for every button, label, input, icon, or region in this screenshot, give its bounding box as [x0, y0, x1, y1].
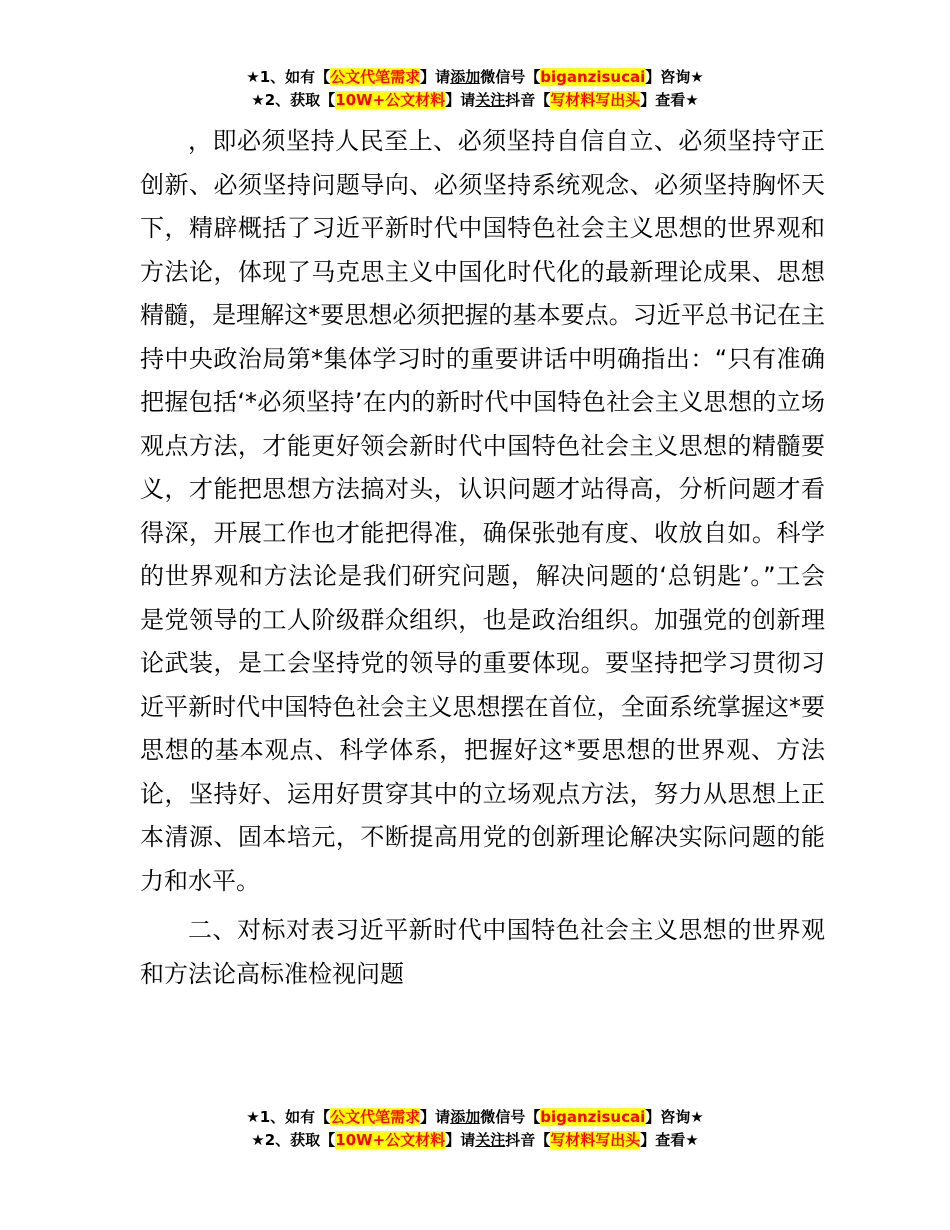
banner-text: 微信号【: [480, 1108, 541, 1126]
banner-emphasis: 添加: [450, 1108, 481, 1126]
header-banner: [0, 66, 950, 112]
banner-text: ★2、获取【: [251, 1131, 336, 1149]
banner-emphasis: 关注: [475, 1131, 506, 1149]
highlight-ghostwriting: 公文代笔需求: [330, 68, 421, 86]
banner-text: 】请: [445, 91, 476, 109]
highlight-douyin-account: 写材料写出头: [550, 91, 641, 109]
banner-text: ★1、如有【: [246, 1108, 331, 1126]
banner-text: 】请: [420, 68, 451, 86]
banner-line-1: [0, 66, 950, 89]
highlight-wechat-id: biganzisucai: [540, 1108, 646, 1126]
banner-text: ★2、获取【: [251, 91, 336, 109]
highlight-materials: 10W+公文材料: [335, 1131, 446, 1149]
banner-text: 】请: [420, 1108, 451, 1126]
banner-line-2: [0, 89, 950, 112]
banner-emphasis: 关注: [475, 91, 506, 109]
highlight-douyin-account: 写材料写出头: [550, 1131, 641, 1149]
banner-text: 】咨询★: [645, 1108, 704, 1126]
banner-text: 】查看★: [640, 1131, 699, 1149]
highlight-ghostwriting: 公文代笔需求: [330, 1108, 421, 1126]
section-heading: 二、对标对表习近平新时代中国特色社会主义思想的世界观和方法论高标准检视问题: [140, 916, 825, 988]
footer-banner: [0, 1106, 950, 1152]
body-paragraph: ，即必须坚持人民至上、必须坚持自信自立、必须坚持守正创新、必须坚持问题导向、必须坚持系统观念、必须坚持胸怀天下，精辟概括了习近平新时代中国特色社会主义思想的世界观和方法论，体现了马克思主义中国化时代化的最新理论成果、思想精髓，是理解这*要思想必须把握的基本要点。习近平总书记在主持中央政治局第*集体学习时的重要讲话中明确指出：“只有准确把握包括‘*必须坚持’在内的新时代中国特色社会主义思想的立场观点方法，才能更好领会新时代中国特色社会主义思想的精髓要义，才能把思想方法搞对头，认识问题才站得高，分析问题才看得深，开展工作也才能把得准，确保张弛有度、收放自如。科学的世界观和方法论是我们研究问题，解决问题的‘总钥匙’。”工会是党领导的工人阶级群众组织，也是政治组织。加强党的创新理论武装，是工会坚持党的领导的重要体现。要坚持把学习贯彻习近平新时代中国特色社会主义思想摆在首位，全面系统掌握这*要思想的基本观点、科学体系，把握好这*要思想的世界观、方法论，坚持好、运用好贯穿其中的立场观点方法，努力从思想上正本清源、固本培元，不断提高用党的创新理论解决实际问题的能力和水平。: [140, 127, 825, 895]
banner-emphasis: 添加: [450, 68, 481, 86]
banner-text: 抖音【: [505, 91, 551, 109]
banner-text: 】查看★: [640, 91, 699, 109]
highlight-wechat-id: biganzisucai: [540, 68, 646, 86]
document-body: [140, 120, 825, 996]
banner-line-2: [0, 1129, 950, 1152]
banner-text: 微信号【: [480, 68, 541, 86]
banner-text: 】请: [445, 1131, 476, 1149]
banner-text: 】咨询★: [645, 68, 704, 86]
banner-text: 抖音【: [505, 1131, 551, 1149]
highlight-materials: 10W+公文材料: [335, 91, 446, 109]
banner-text: ★1、如有【: [246, 68, 331, 86]
banner-line-1: [0, 1106, 950, 1129]
